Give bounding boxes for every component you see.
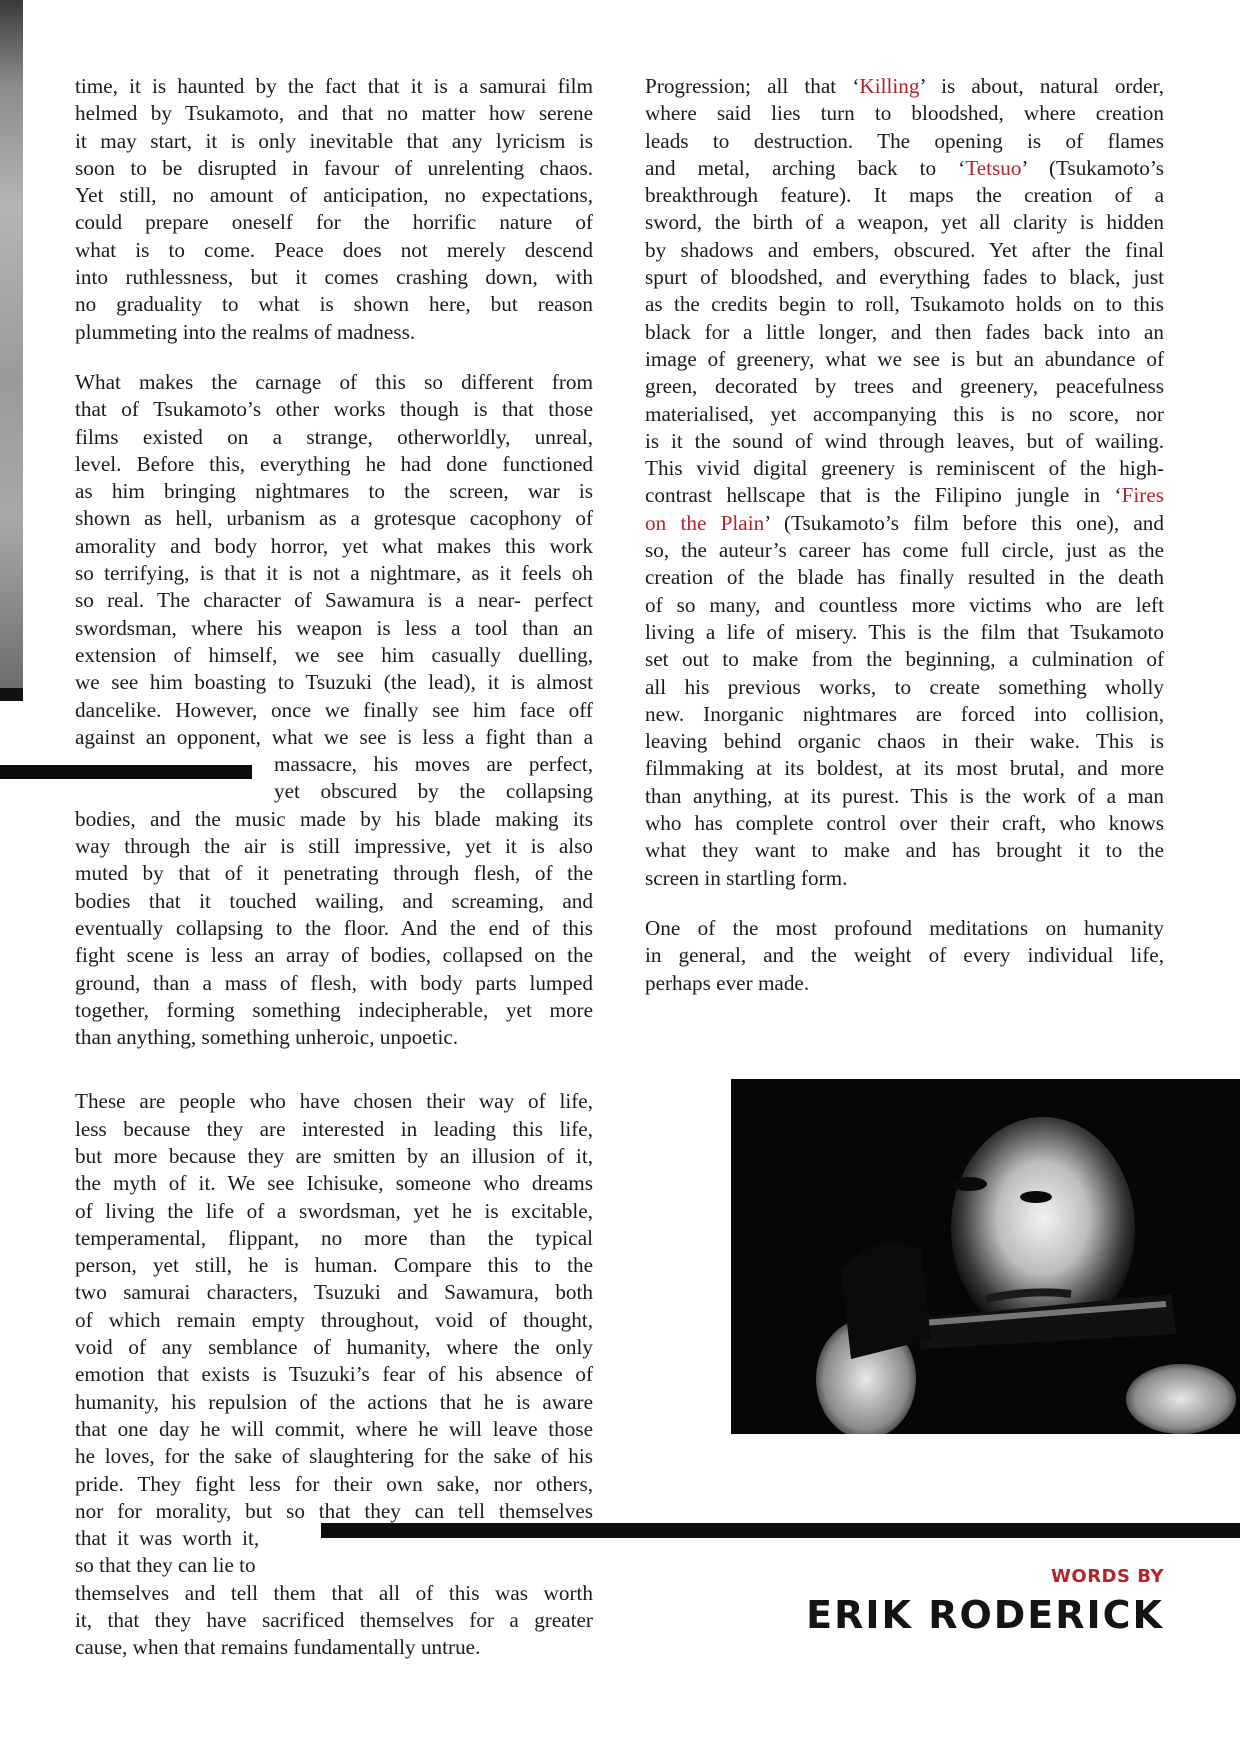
text-segment: by shadows and embers, obscured. Yet after the final: [645, 237, 1164, 262]
text-line: [645, 155, 1164, 182]
text-line: together, forming something indecipherable, yet more: [75, 997, 593, 1022]
text-segment: ’ (Tsukamoto’s film before this one), and: [764, 510, 1164, 535]
text-segment: materialised, yet accompanying this is no score, nor: [645, 401, 1164, 426]
text-line: [645, 209, 1164, 236]
text-line: of which remain empty throughout, void of thought,: [75, 1307, 593, 1332]
text-line: pride. They fight less for their own sake, nor others,: [75, 1471, 593, 1496]
text-line: extension of himself, we see him casually duelling,: [75, 642, 593, 667]
text-line: [645, 915, 1164, 942]
text-segment: spurt of bloodshed, and everything fades to black, just: [645, 265, 1164, 290]
text-line: time, it is haunted by the fact that it is a samurai film: [75, 74, 593, 98]
text-line: eventually collapsing to the floor. And the end of this: [75, 915, 593, 940]
text-line: emotion that exists is Tsuzuki’s fear of his absence of: [75, 1362, 593, 1387]
text-segment: is it the sound of wind through leaves, but of wailing.: [645, 428, 1164, 453]
text-line: that of Tsukamoto’s other works though is that those: [75, 397, 593, 422]
text-line: What makes the carnage of this so different from: [75, 369, 593, 394]
text-segment: in general, and the weight of every individual life,: [645, 943, 1164, 968]
text-line: so that they can lie to: [75, 1553, 256, 1578]
text-segment: leads to destruction. The opening is of flames: [645, 128, 1164, 153]
text-line: [645, 73, 1164, 100]
paragraph: [75, 1088, 593, 1661]
text-line: as him bringing nightmares to the screen, war is: [75, 479, 593, 504]
text-segment: filmmaking at its boldest, at its most brutal, and more: [645, 756, 1164, 781]
film-still-illustration: [731, 1079, 1240, 1434]
text-line: [645, 373, 1164, 400]
text-segment: creation of the blade has finally resulted in the death: [645, 565, 1164, 590]
text-line: ground, than a mass of flesh, with body parts lumped: [75, 970, 593, 995]
text-line: way through the air is still impressive, yet it is also: [75, 834, 593, 859]
text-line: [645, 783, 1164, 810]
film-title: Tetsuo: [965, 155, 1022, 180]
text-segment: all his previous works, to create something wholly: [645, 674, 1164, 699]
text-line: level. Before this, everything he had done functioned: [75, 451, 593, 476]
film-title: Fires: [1121, 483, 1164, 508]
text-segment: living a life of misery. This is the film that Tsukamoto: [645, 619, 1164, 644]
text-line: [645, 810, 1164, 837]
text-line: cause, when that remains fundamentally untrue.: [75, 1635, 481, 1660]
paragraph: [645, 73, 1164, 892]
text-line: [645, 455, 1164, 482]
text-line: [645, 319, 1164, 346]
text-line: themselves and tell them that all of this was worth: [75, 1580, 593, 1605]
text-line: [645, 755, 1164, 782]
text-segment: so, the auteur’s career has come full circle, just as the: [645, 538, 1164, 563]
text-line: so terrifying, is that it is not a nightmare, as it feels oh: [75, 561, 593, 586]
byline-label: WORDS BY: [1051, 1566, 1164, 1587]
text-line: dancelike. However, once we finally see him face off: [75, 697, 593, 722]
text-line: plummeting into the realms of madness.: [75, 319, 416, 344]
text-line: less because they are interested in leading this life,: [75, 1116, 593, 1141]
text-line: [645, 182, 1164, 209]
text-line: than anything, something unheroic, unpoetic.: [75, 1025, 459, 1050]
text-line: massacre, his moves are perfect,: [274, 752, 593, 777]
text-segment: breakthrough feature). It maps the creation of a: [645, 183, 1164, 208]
text-segment: This vivid digital greenery is reminiscent of the high-: [645, 456, 1164, 481]
text-segment: Progression; all that ‘: [645, 74, 860, 98]
text-line: shown as hell, urbanism as a grotesque cacophony of: [75, 506, 593, 531]
text-line: so real. The character of Sawamura is a near- perfect: [75, 588, 593, 613]
text-line: person, yet still, he is human. Compare this to the: [75, 1253, 593, 1278]
text-line: two samurai characters, Tsuzuki and Sawamura, both: [75, 1280, 593, 1305]
text-line: [645, 100, 1164, 127]
paragraph: [75, 73, 593, 346]
text-line: but more because they are smitten by an illusion of it,: [75, 1143, 593, 1168]
text-line: nor for morality, but so that they can tell themselves: [75, 1498, 593, 1523]
film-still-photo: [731, 1079, 1240, 1434]
text-segment: as the credits begin to roll, Tsukamoto holds on to this: [645, 292, 1164, 317]
text-segment: of so many, and countless more victims who are left: [645, 592, 1164, 617]
text-segment: contrast hellscape that is the Filipino jungle in ‘: [645, 483, 1122, 508]
text-line: bodies that it touched wailing, and screaming, and: [75, 888, 593, 913]
text-line: [645, 942, 1164, 969]
left-column: [75, 73, 593, 1662]
text-segment: and metal, arching back to ‘: [645, 155, 966, 180]
text-line: [645, 401, 1164, 428]
text-line: no graduality to what is shown here, but reason: [75, 292, 593, 317]
text-segment: perhaps ever made.: [645, 970, 810, 995]
text-segment: ’ (Tsukamoto’s: [1021, 155, 1164, 180]
text-segment: black for a little longer, and then fades back into an: [645, 319, 1164, 344]
text-line: [645, 674, 1164, 701]
text-line: humanity, his repulsion of the actions that he is aware: [75, 1389, 593, 1414]
text-line: [645, 701, 1164, 728]
text-line: [645, 592, 1164, 619]
text-line: bodies, and the music made by his blade making its: [75, 806, 593, 831]
text-segment: than anything, at its purest. This is the work of a man: [645, 783, 1164, 808]
text-segment: ’ is about, natural order,: [919, 74, 1164, 98]
text-line: [645, 564, 1164, 591]
text-line: [645, 728, 1164, 755]
text-line: amorality and body horror, yet what makes this work: [75, 533, 593, 558]
text-line: [645, 537, 1164, 564]
text-line: could prepare oneself for the horrific nature of: [75, 210, 593, 235]
text-segment: One of the most profound meditations on humanity: [645, 915, 1164, 940]
text-line: [645, 619, 1164, 646]
text-line: [645, 264, 1164, 291]
byline-author: ERIK RODERICK: [806, 1593, 1164, 1637]
text-segment: new. Inorganic nightmares are forced into collision,: [645, 701, 1164, 726]
film-title: Killing: [859, 74, 920, 98]
paragraph: [645, 915, 1164, 997]
text-line: [645, 837, 1164, 864]
text-line: temperamental, flippant, no more than the typical: [75, 1225, 593, 1250]
text-line: void of any semblance of humanity, where the only: [75, 1335, 593, 1360]
text-line: [645, 128, 1164, 155]
text-line: the myth of it. We see Ichisuke, someone who dreams: [75, 1171, 593, 1196]
text-line: yet obscured by the collapsing: [274, 779, 593, 804]
text-line: helmed by Tsukamoto, and that no matter how serene: [75, 101, 593, 126]
text-line: These are people who have chosen their way of life,: [75, 1089, 593, 1114]
text-line: it may start, it is only inevitable that any lyricism is: [75, 128, 593, 153]
text-line: [645, 646, 1164, 673]
text-segment: where said lies turn to bloodshed, where creation: [645, 101, 1164, 126]
text-line: swordsman, where his weapon is less a tool than an: [75, 615, 593, 640]
text-line: we see him boasting to Tsuzuki (the lead), it is almost: [75, 670, 593, 695]
decorative-bar: [0, 688, 23, 701]
text-segment: screen in startling form.: [645, 865, 848, 890]
film-title: on the Plain: [645, 510, 765, 535]
text-segment: green, decorated by trees and greenery, peacefulness: [645, 374, 1164, 399]
text-line: it, that they have sacrificed themselves for a greater: [75, 1608, 593, 1633]
text-line: into ruthlessness, but it comes crashing down, with: [75, 265, 593, 290]
text-segment: sword, the birth of a weapon, yet all clarity is hidden: [645, 210, 1164, 235]
text-line: fight scene is less an array of bodies, collapsed on the: [75, 943, 593, 968]
text-line: [645, 482, 1164, 509]
text-line: soon to be disrupted in favour of unrelenting chaos.: [75, 155, 593, 180]
text-line: [645, 291, 1164, 318]
text-line: he loves, for the sake of slaughtering for the sake of his: [75, 1444, 593, 1469]
text-line: what is to come. Peace does not merely descend: [75, 237, 593, 262]
text-segment: leaving behind organic chaos in their wake. This is: [645, 729, 1164, 754]
text-line: [645, 865, 1164, 892]
text-line: muted by that of it penetrating through flesh, of the: [75, 861, 593, 886]
text-line: [645, 346, 1164, 373]
right-column: [645, 73, 1164, 997]
text-line: [645, 970, 1164, 997]
text-line: films existed on a strange, otherworldly, unreal,: [75, 424, 593, 449]
text-segment: what they want to make and has brought it to the: [645, 838, 1164, 863]
text-segment: image of greenery, what we see is but an abundance of: [645, 346, 1164, 371]
text-line: that one day he will commit, where he will leave those: [75, 1416, 593, 1441]
text-line: of living the life of a swordsman, yet he is excitable,: [75, 1198, 593, 1223]
text-line: that it was worth it,: [75, 1526, 260, 1551]
paragraph: [75, 369, 593, 1051]
decorative-photo-strip: [0, 0, 23, 690]
text-line: against an opponent, what we see is less a fight than a: [75, 724, 593, 749]
text-line: [645, 510, 1164, 537]
text-segment: who has complete control over their craft, who knows: [645, 811, 1164, 836]
text-line: [645, 237, 1164, 264]
text-segment: set out to make from the beginning, a culmination of: [645, 647, 1164, 672]
text-line: Yet still, no amount of anticipation, no expectations,: [75, 183, 593, 208]
text-line: [645, 428, 1164, 455]
